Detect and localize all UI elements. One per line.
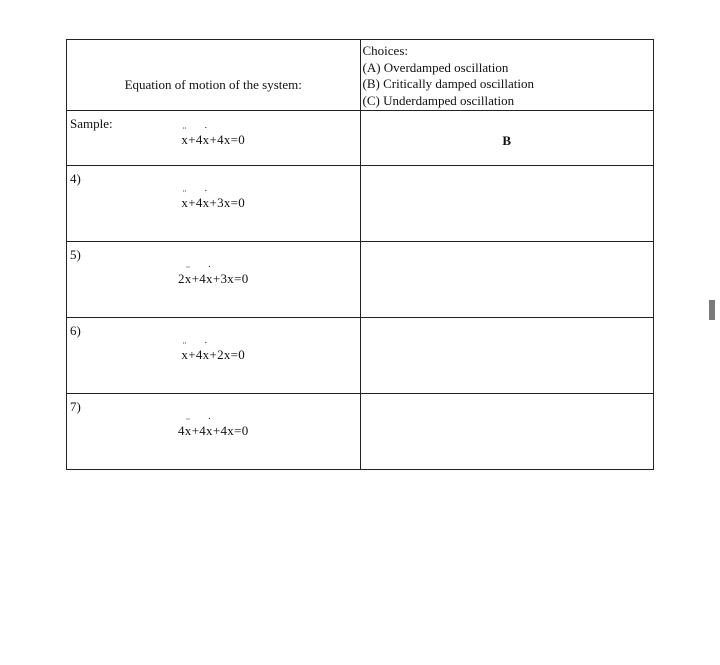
question-row-7: [67, 394, 654, 470]
answer-cell[interactable]: [360, 318, 654, 394]
x-dot: ˙ x: [203, 195, 210, 211]
equation-header-cell: [67, 40, 361, 111]
question-number: 4): [70, 171, 81, 186]
sample-answer-cell: [360, 111, 654, 166]
question-number: 6): [70, 323, 81, 338]
header-row: [67, 40, 654, 111]
eq-coefficient: 4: [177, 423, 185, 438]
question-row-5: [67, 242, 654, 318]
x-dot: ˙ x: [206, 271, 213, 287]
x-double-dot: ¨ x: [185, 271, 192, 287]
eq-term: +4: [188, 132, 203, 147]
choice-c: (C) Underdamped oscillation: [362, 92, 515, 108]
answer-cell[interactable]: [360, 242, 654, 318]
question-equation: [67, 347, 360, 363]
eq-term: +4: [191, 423, 207, 438]
question-number: 5): [70, 247, 81, 262]
eq-term: +4: [188, 347, 203, 362]
choice-b: (B) Critically damped oscillation: [362, 76, 534, 91]
eq-rest: +3x=0: [209, 195, 246, 210]
question-equation: [67, 195, 360, 211]
eq-coefficient: 2: [177, 271, 185, 286]
answer-cell[interactable]: [360, 166, 654, 242]
sample-equation-cell: [67, 111, 361, 166]
choices-title: Choices:: [362, 43, 408, 58]
question-row-4: [67, 166, 654, 242]
x-double-dot: ¨ x: [181, 132, 188, 148]
equation-header-text: Equation of motion of the system:: [124, 77, 302, 92]
question-number: 7): [70, 399, 81, 414]
eq-term: +4: [188, 195, 203, 210]
eq-rest: +4x=0: [212, 423, 249, 438]
question-equation-cell: [67, 394, 361, 470]
eq-rest: +4x=0: [209, 132, 246, 147]
sample-equation: [67, 132, 360, 148]
scrollbar-thumb[interactable]: [709, 300, 715, 320]
choice-a: (A) Overdamped oscillation: [362, 59, 509, 75]
choices-header-cell: [360, 40, 654, 111]
question-equation-cell: [67, 242, 361, 318]
choices-list: [361, 40, 654, 109]
sample-label: Sample:: [70, 116, 113, 131]
x-double-dot: ¨ x: [181, 195, 188, 211]
x-double-dot: ¨ x: [185, 423, 192, 439]
question-equation-cell: [67, 318, 361, 394]
eq-term: +4: [191, 271, 207, 286]
question-row-6: [67, 318, 654, 394]
x-dot: ˙ x: [203, 132, 210, 148]
x-double-dot: ¨ x: [181, 347, 188, 363]
question-equation: [67, 271, 360, 287]
sample-answer: B: [502, 133, 512, 148]
worksheet-table: [66, 39, 654, 470]
answer-cell[interactable]: [360, 394, 654, 470]
x-dot: ˙ x: [206, 423, 213, 439]
eq-rest: +2x=0: [209, 347, 246, 362]
eq-rest: +3x=0: [212, 271, 249, 286]
x-dot: ˙ x: [203, 347, 210, 363]
question-equation-cell: [67, 166, 361, 242]
sample-row: [67, 111, 654, 166]
question-equation: [67, 423, 360, 439]
